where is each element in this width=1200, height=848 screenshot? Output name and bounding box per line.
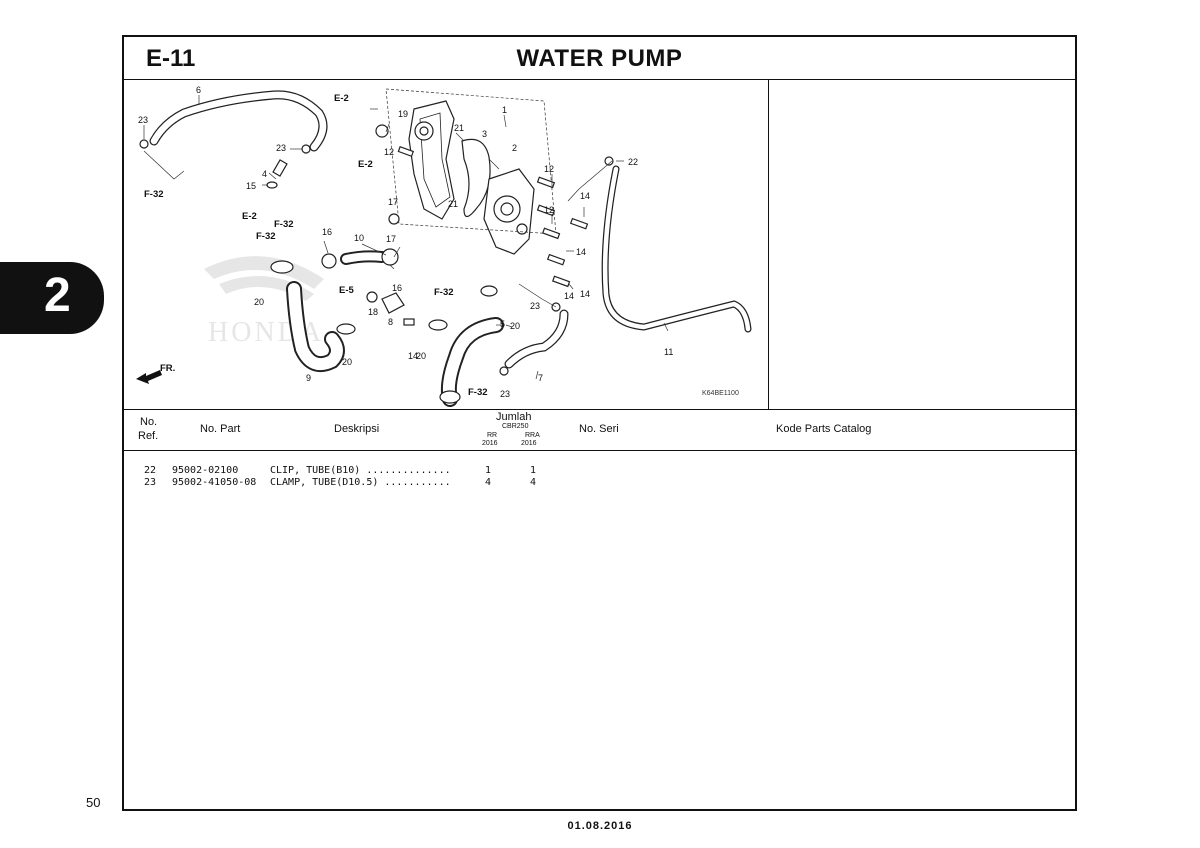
hose-11 (605, 169, 748, 329)
callout: 16 (392, 283, 403, 293)
row-part: 95002-02100 (172, 465, 239, 476)
col-rra-year: 2016 (521, 440, 537, 447)
callout: 2 (512, 143, 518, 153)
callout: 21 (448, 199, 459, 209)
callout: 20 (510, 321, 521, 331)
row-qty-rr: 1 (485, 465, 492, 476)
col-rra: RRA (525, 432, 540, 439)
row-desc: CLIP, TUBE(B10) .............. (270, 465, 451, 476)
col-no-ref-line1: No. (140, 416, 158, 428)
callout: 20 (342, 357, 353, 367)
callout: 23 (138, 115, 149, 125)
col-kode: Kode Parts Catalog (776, 423, 872, 435)
callout: 14 (564, 291, 575, 301)
callout: 10 (354, 233, 365, 243)
callout: 6 (196, 85, 202, 95)
callout: 21 (454, 123, 465, 133)
col-no-seri: No. Seri (579, 423, 619, 435)
footer-date: 01.08.2016 (567, 820, 633, 832)
col-rr: RR (487, 432, 498, 439)
callout: 17 (386, 234, 397, 244)
callout: 9 (306, 373, 312, 383)
callout: 23 (276, 143, 287, 153)
callout: 14 (576, 247, 587, 257)
callout: 8 (388, 317, 394, 327)
callout: 5 (500, 319, 506, 329)
callout: 23 (530, 301, 541, 311)
row-ref: 23 (144, 477, 157, 488)
row-qty-rra: 1 (530, 465, 537, 476)
callout: 17 (388, 197, 399, 207)
callout: 12 (544, 164, 555, 174)
col-deskripsi: Deskripsi (334, 423, 380, 435)
callout: 23 (500, 389, 511, 399)
callout: 20 (416, 351, 427, 361)
section-code: E-11 (146, 45, 196, 72)
col-model: CBR250 (502, 423, 529, 430)
callout: 14 (580, 289, 591, 299)
callout: 20 (254, 297, 265, 307)
water-pump-body (484, 169, 534, 254)
callout: 12 (544, 205, 555, 215)
callout: 3 (482, 129, 488, 139)
hose-10 (346, 256, 382, 259)
table-row (124, 465, 1075, 477)
callout: 11 (664, 347, 674, 357)
reference-label: E-5 (339, 285, 354, 296)
callout: 22 (628, 157, 639, 167)
row-part: 95002-41050-08 (172, 477, 257, 488)
exploded-diagram (124, 79, 769, 409)
col-jumlah: Jumlah (496, 411, 532, 423)
figure-code: K64BE1100 (702, 390, 739, 397)
front-arrow-icon (136, 363, 175, 384)
catalog-page-frame (122, 35, 1077, 811)
callout: 14 (580, 191, 591, 201)
callout: 12 (384, 147, 395, 157)
reference-label: E-2 (334, 93, 349, 104)
callout: 7 (538, 373, 544, 383)
reference-label: F-32 (468, 387, 488, 398)
reference-label: E-2 (242, 211, 257, 222)
water-pump-diagram (124, 79, 768, 409)
callout-labels (138, 85, 673, 399)
reference-label: F-32 (256, 231, 276, 242)
callout: 4 (262, 169, 268, 179)
page-header (124, 37, 1075, 80)
reference-label: F-32 (274, 219, 294, 230)
col-rr-year: 2016 (482, 440, 498, 447)
callout: 1 (502, 105, 508, 115)
page-number: 50 (86, 795, 101, 810)
reference-label: F-32 (144, 189, 164, 200)
row-qty-rra: 4 (530, 477, 537, 488)
callout: 18 (368, 307, 379, 317)
reference-label: F-32 (434, 287, 454, 298)
row-ref: 22 (144, 465, 157, 476)
callout: 15 (246, 181, 257, 191)
callout: 16 (322, 227, 333, 237)
col-no-ref-line2: Ref. (138, 430, 159, 442)
front-label: FR. (160, 363, 176, 374)
table-row (124, 477, 1075, 489)
row-desc: CLAMP, TUBE(D10.5) ........... (270, 477, 451, 488)
callout: 14 (408, 351, 419, 361)
table-header (124, 409, 1075, 451)
hose-6 (154, 95, 323, 147)
watermark-text: HONDA (208, 317, 325, 348)
row-qty-rr: 4 (485, 477, 492, 488)
callout: 19 (398, 109, 409, 119)
section-tab (0, 262, 104, 334)
col-no-part: No. Part (200, 423, 241, 435)
reference-label: E-2 (358, 159, 373, 170)
section-number: 2 (44, 269, 71, 322)
page-title: WATER PUMP (516, 45, 683, 72)
